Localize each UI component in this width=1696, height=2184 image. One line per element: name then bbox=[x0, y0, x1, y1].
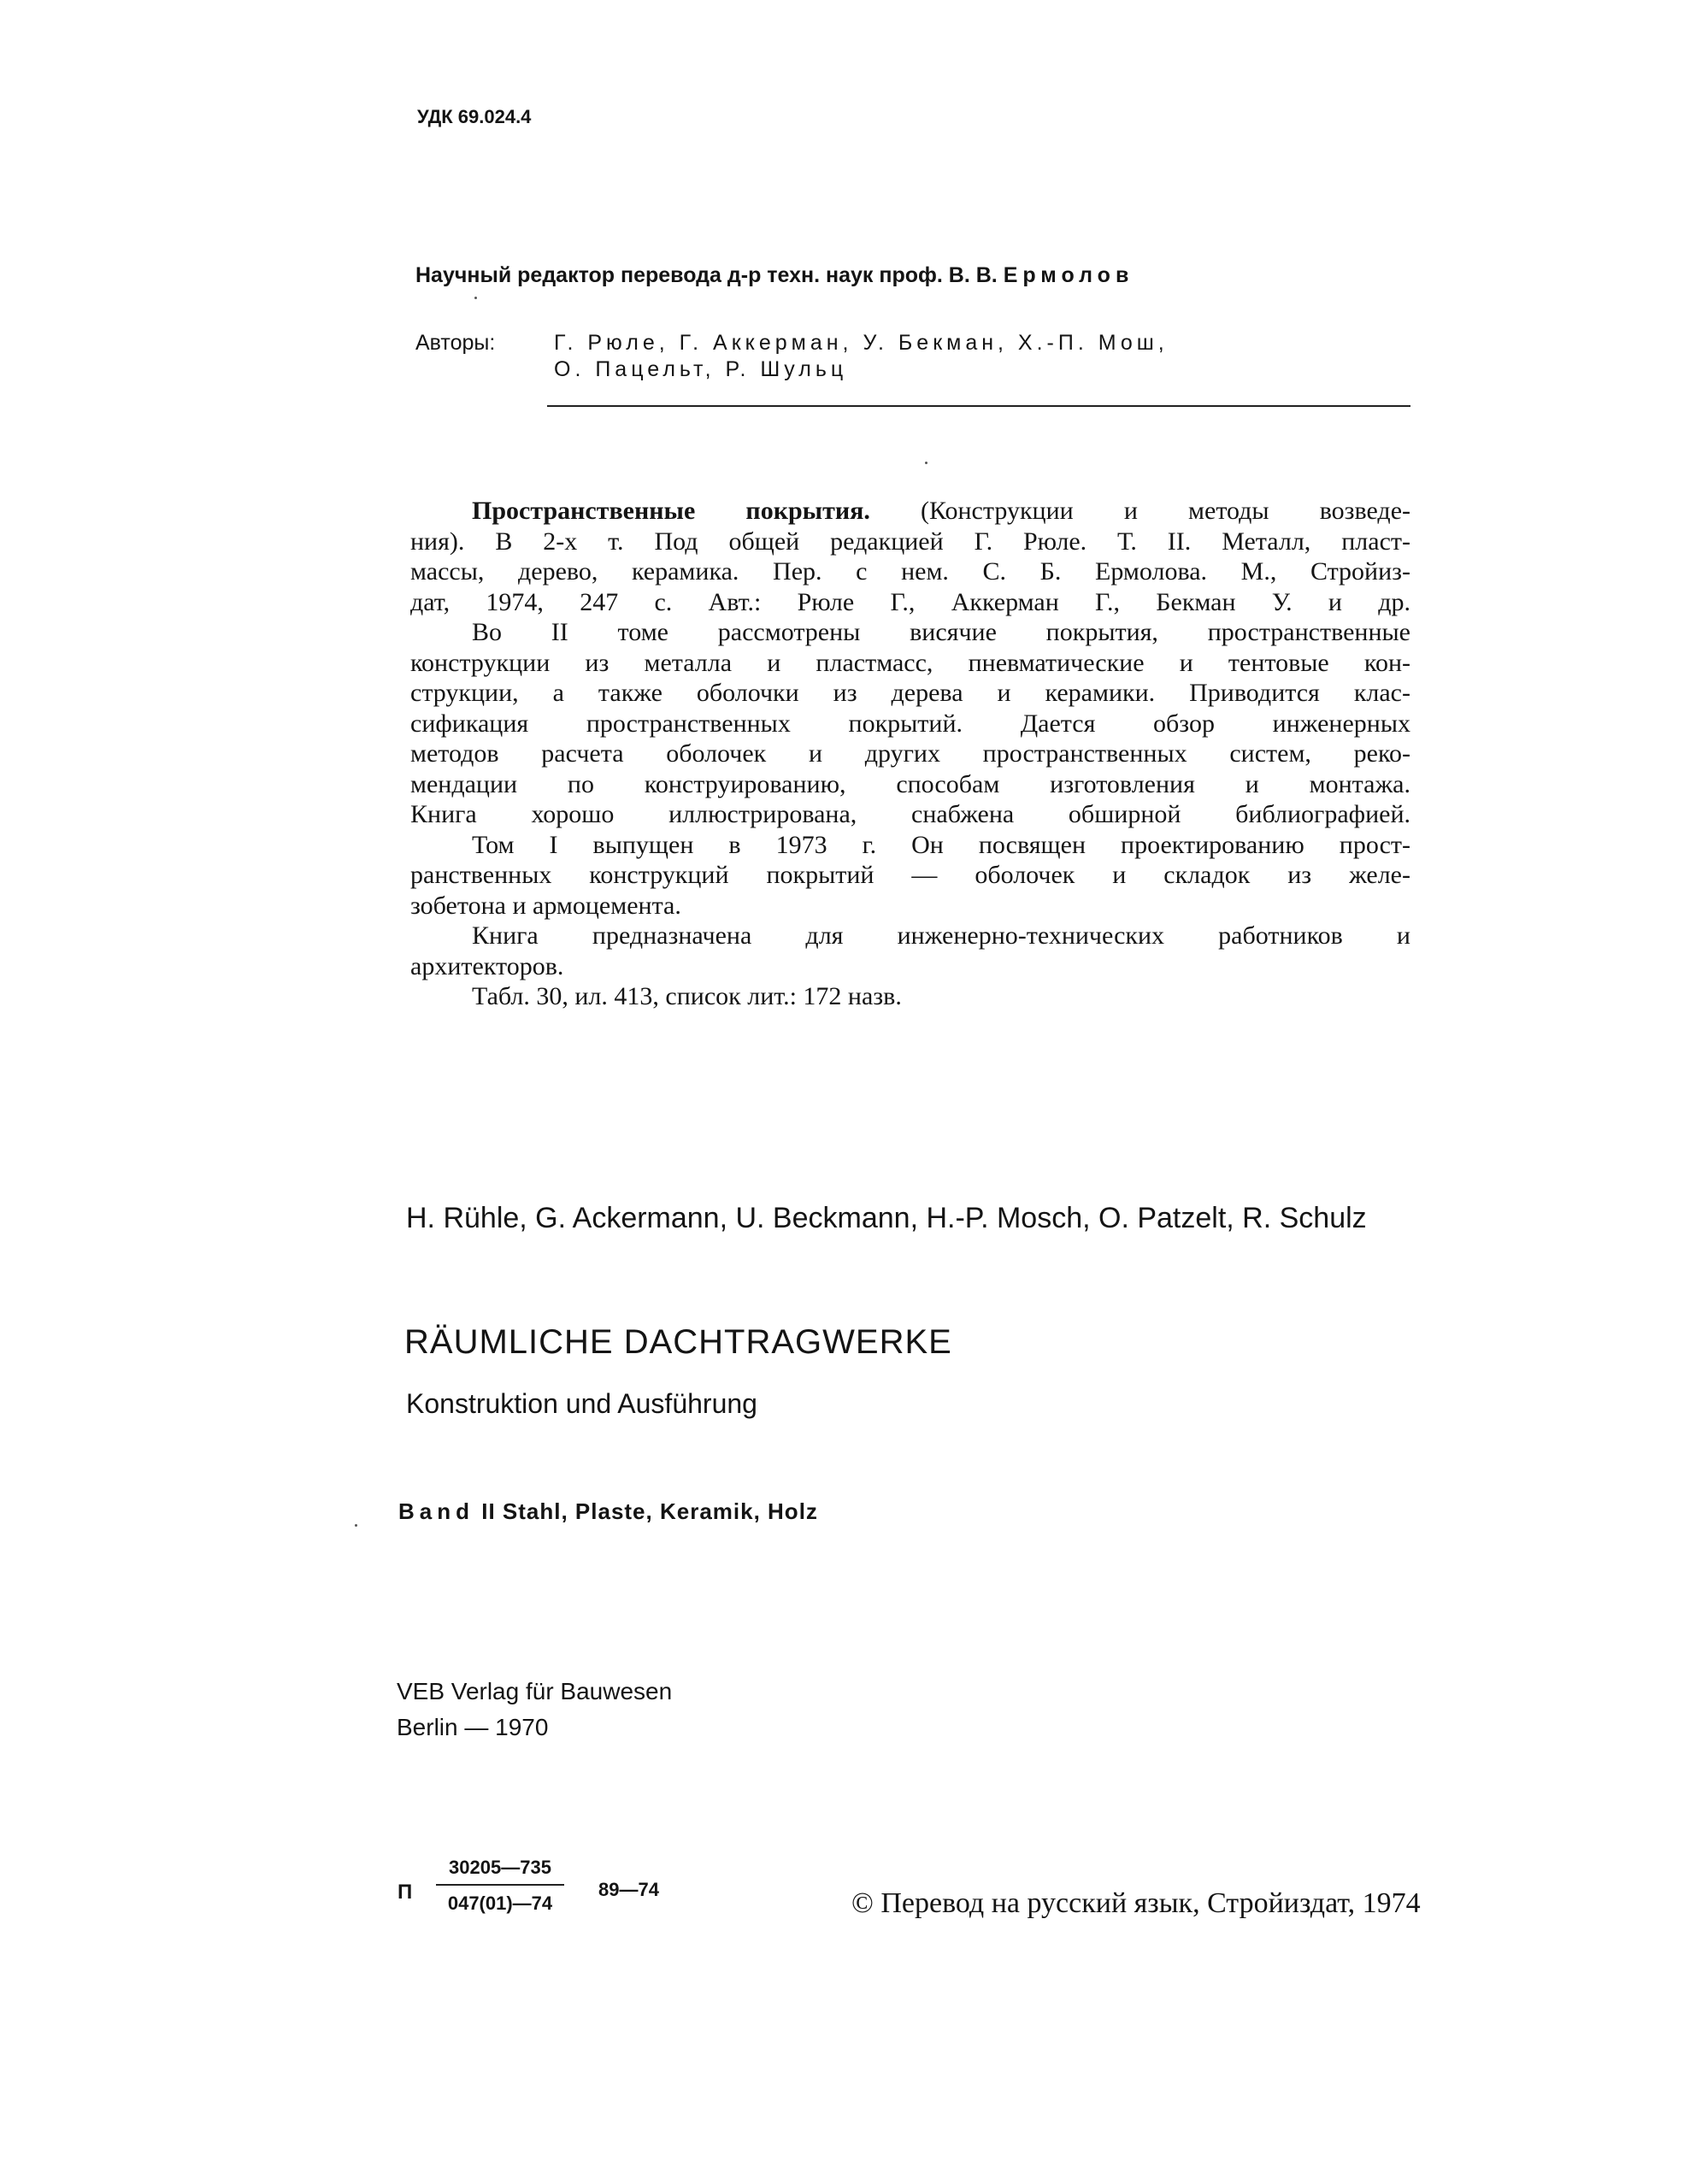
abstract-line: Табл. 30, ил. 413, список лит.: 172 назв. bbox=[472, 982, 902, 1010]
abstract-line: Книга хорошо иллюстрирована, снабжена обширной библиографией. bbox=[410, 800, 1410, 828]
abstract-block bbox=[410, 496, 1410, 1012]
copyright-notice: © Перевод на русский язык, Стройиздат, 1974 bbox=[851, 1887, 1421, 1919]
volume-word: Band bbox=[398, 1498, 474, 1524]
authors-line-2: О. Пацельт, Р. Шульц bbox=[554, 357, 848, 381]
abstract-line: ния). В 2-х т. Под общей редакцией Г. Рюле. Т. II. Металл, пласт- bbox=[410, 527, 1410, 556]
abstract-line: Книга предназначена для инженерно-технических работников и bbox=[472, 921, 1410, 950]
publisher-block bbox=[397, 1674, 672, 1745]
abstract-line: зобетона и армоцемента. bbox=[410, 891, 681, 920]
print-speck bbox=[474, 297, 477, 299]
catalog-code-fraction bbox=[436, 1857, 564, 1915]
german-authors: H. Rühle, G. Ackermann, U. Beckmann, H.-P. Mosch, O. Patzelt, R. Schulz bbox=[406, 1202, 1367, 1234]
abstract-line: мендации по конструированию, способам изготовления и монтажа. bbox=[410, 769, 1410, 798]
abstract-line: Во II томе рассмотрены висячие покрытия, пространственные bbox=[472, 618, 1410, 646]
abstract-line: архитекторов. bbox=[410, 951, 564, 980]
abstract-line: конструкции из металла и пластмасс, пневматические и тентовые кон- bbox=[410, 648, 1410, 677]
authors-line-1: Г. Рюле, Г. Аккерман, У. Бекман, Х.-П. Мош, bbox=[554, 331, 1169, 355]
abstract-line: Пространственные покрытия. (Конструкции и методы возведе- bbox=[472, 497, 1411, 525]
abstract-line: сификация пространственных покрытий. Дается обзор инженерных bbox=[410, 709, 1410, 738]
scientific-editor-name: Ермолов bbox=[1003, 263, 1134, 287]
publisher-name: VEB Verlag für Bauwesen bbox=[397, 1678, 673, 1704]
divider-rule bbox=[547, 405, 1410, 407]
german-title: RÄUMLICHE DACHTRAGWERKE bbox=[404, 1323, 952, 1361]
publisher-place-year: Berlin — 1970 bbox=[397, 1714, 549, 1740]
abstract-line: дат, 1974, 247 с. Авт.: Рюле Г., Аккерман Г., Бекман У. и др. bbox=[410, 587, 1410, 616]
volume-title: II Stahl, Plaste, Keramik, Holz bbox=[481, 1498, 818, 1524]
fraction-bar bbox=[436, 1884, 564, 1886]
abstract-line: массы, дерево, керамика. Пер. с нем. С. Б. Ермолова. М., Стройиз- bbox=[410, 557, 1410, 586]
abstract-title: Пространственные покрытия. bbox=[472, 497, 870, 525]
abstract-line: струкции, а также оболочки из дерева и керамики. Приводится клас- bbox=[410, 679, 1410, 707]
udk-code: УДК 69.024.4 bbox=[417, 106, 532, 127]
print-speck bbox=[355, 1524, 357, 1527]
abstract-line: Том I выпущен в 1973 г. Он посвящен проектированию прост- bbox=[472, 830, 1410, 859]
authors-label: Авторы: bbox=[415, 331, 496, 355]
volume-line bbox=[398, 1498, 818, 1525]
catalog-code-side: 89—74 bbox=[598, 1879, 659, 1900]
scientific-editor-prefix: Научный редактор перевода д-р техн. наук проф. В. В. bbox=[415, 263, 998, 287]
german-subtitle: Konstruktion und Ausführung bbox=[406, 1388, 757, 1419]
abstract-line: методов расчета оболочек и других пространственных систем, реко- bbox=[410, 739, 1410, 768]
scientific-editor-line bbox=[415, 263, 1134, 288]
abstract-line: ранственных конструкций покрытий — оболочек и складок из желе- bbox=[410, 861, 1410, 889]
catalog-code-denominator: 047(01)—74 bbox=[447, 1893, 553, 1914]
catalog-code-numerator: 30205—735 bbox=[449, 1857, 551, 1878]
print-speck bbox=[925, 462, 928, 464]
catalog-code-letter: П bbox=[398, 1881, 413, 1904]
